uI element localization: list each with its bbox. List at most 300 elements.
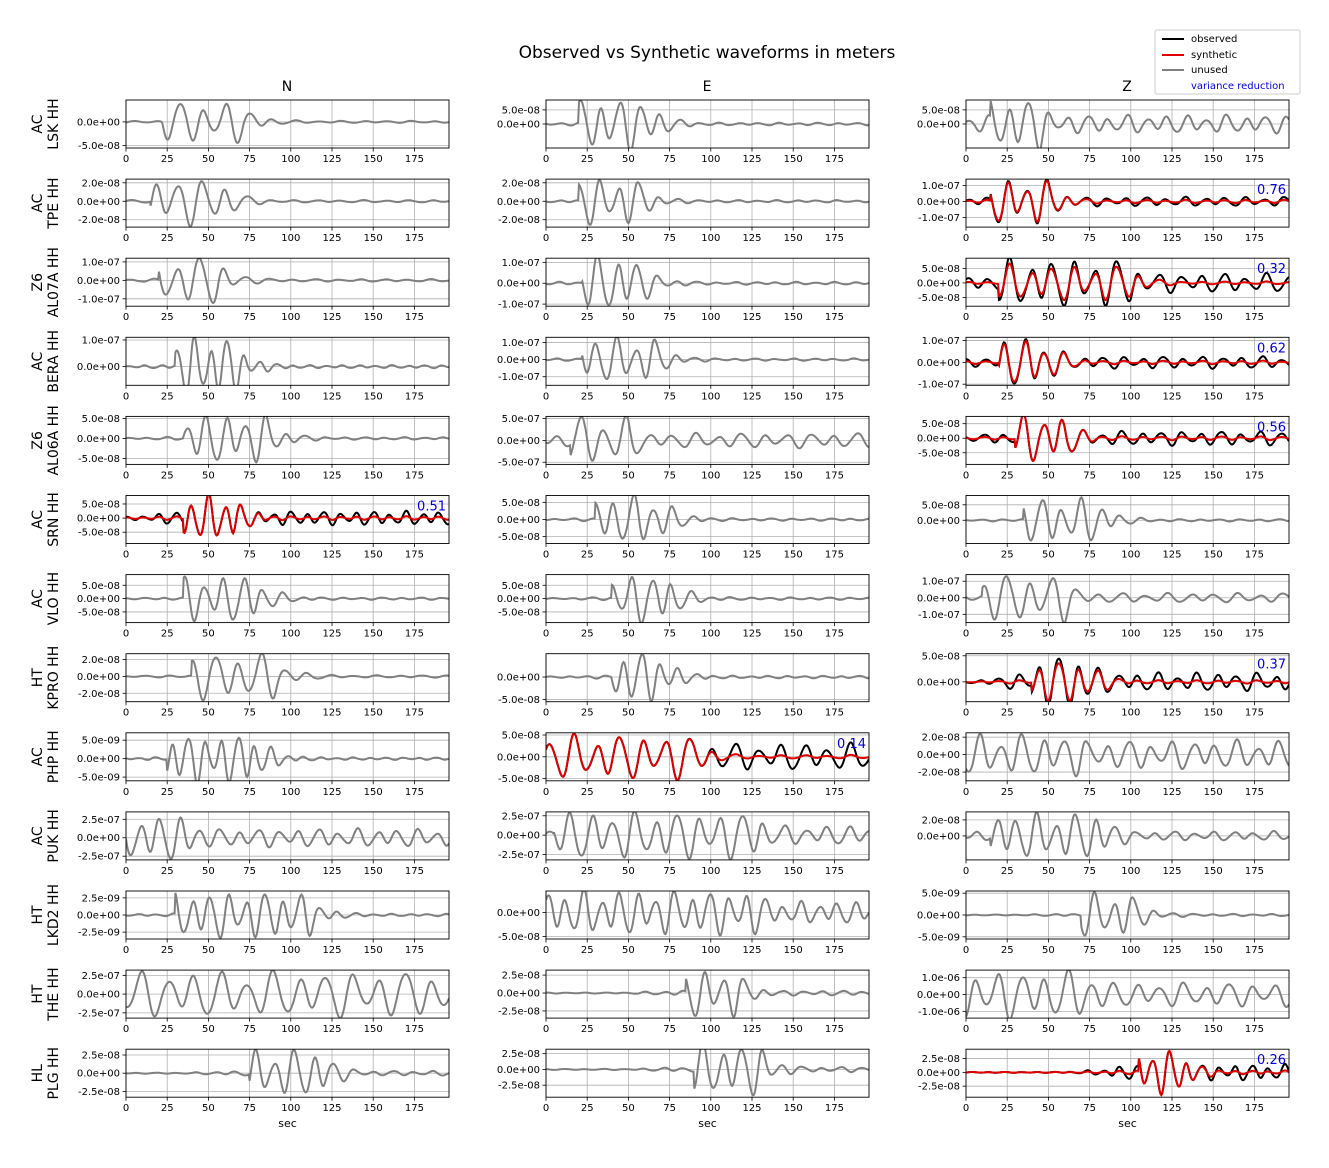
x-tick-label: 125 (1162, 707, 1182, 719)
x-tick-label: 25 (580, 233, 594, 245)
x-tick-label: 175 (404, 549, 424, 561)
y-tick-label: 0.0e+00 (916, 831, 960, 843)
row-label-network: HT (30, 905, 46, 925)
x-tick-label: 125 (742, 154, 762, 165)
x-tick-label: 175 (824, 312, 844, 324)
x-tick-label: 25 (580, 1024, 594, 1036)
x-tick-label: 50 (1042, 628, 1055, 640)
x-tick-label: 150 (783, 1024, 803, 1036)
row-label-network: AC (30, 509, 46, 530)
x-tick-label: 50 (622, 707, 635, 719)
x-tick-label: 0 (542, 391, 550, 403)
x-tick-label: 175 (1244, 1103, 1264, 1115)
x-tick-label: 25 (160, 865, 174, 877)
y-tick-label: -2.5e-08 (498, 1080, 540, 1092)
x-tick-label: 25 (580, 470, 594, 482)
y-tick-label: -1.0e-07 (918, 379, 960, 391)
waveform-panel (77, 812, 449, 877)
x-tick-label: 0 (542, 470, 550, 482)
x-tick-label: 125 (1162, 154, 1182, 165)
x-tick-label: 75 (243, 1103, 256, 1115)
x-tick-label: 50 (1042, 549, 1055, 561)
y-tick-label: 1.0e-06 (921, 973, 960, 985)
x-tick-label: 175 (1244, 786, 1264, 798)
y-tick-label: 0.0e+00 (496, 1064, 540, 1076)
x-tick-label: 0 (542, 945, 550, 956)
x-tick-label: 75 (663, 1024, 676, 1036)
waveform-panel (497, 255, 869, 323)
waveform-panel (77, 575, 449, 640)
y-tick-label: 0.0e+00 (76, 594, 120, 606)
row-label-station: KPRO HH (46, 645, 62, 710)
x-tick-label: 25 (160, 154, 174, 165)
y-tick-label: 2.5e-08 (81, 1050, 120, 1062)
x-tick-label: 125 (742, 1024, 762, 1036)
x-tick-label: 75 (243, 628, 256, 640)
y-tick-label: -2.5e-08 (918, 1081, 960, 1093)
x-tick-label: 175 (824, 786, 844, 798)
row-label-network: AC (30, 351, 46, 371)
x-tick-label: 25 (1000, 549, 1014, 561)
x-tick-label: 75 (243, 945, 256, 956)
x-tick-label: 25 (580, 945, 594, 956)
legend-label-synthetic: synthetic (1191, 50, 1238, 61)
y-tick-label: 0.0e+00 (916, 119, 960, 131)
x-tick-label: 0 (542, 549, 550, 561)
y-tick-label: 5.0e-07 (501, 414, 540, 426)
x-tick-label: 125 (322, 1024, 342, 1036)
x-tick-label: 100 (701, 154, 721, 165)
x-tick-label: 150 (783, 865, 803, 877)
x-tick-label: 75 (1083, 549, 1096, 561)
x-tick-label: 25 (1000, 1024, 1014, 1036)
y-tick-label: 1.0e-07 (501, 257, 540, 269)
y-tick-label: 1.0e-07 (921, 336, 960, 348)
row-label-station: LSK HH (46, 98, 62, 150)
x-tick-label: 25 (1000, 628, 1014, 640)
y-tick-label: -1.0e-07 (498, 299, 540, 311)
x-tick-label: 50 (1042, 233, 1055, 245)
x-tick-label: 50 (622, 628, 635, 640)
x-tick-label: 50 (622, 312, 635, 324)
x-tick-label: 150 (363, 628, 383, 640)
y-tick-label: 0.0e+00 (496, 830, 540, 842)
x-tick-label: 150 (1203, 707, 1223, 719)
x-tick-label: 0 (962, 707, 970, 719)
y-tick-label: 0.0e+00 (496, 908, 540, 920)
y-tick-label: 0.0e+00 (916, 197, 960, 208)
x-tick-label: 100 (1121, 312, 1141, 324)
x-tick-label: 25 (1000, 470, 1014, 482)
x-tick-label: 100 (701, 865, 721, 877)
y-tick-label: 0.0e+00 (76, 275, 120, 287)
x-tick-label: 25 (160, 945, 174, 956)
waveform-panel (77, 414, 449, 482)
x-tick-label: 50 (202, 312, 215, 324)
y-tick-label: 0.0e+00 (76, 754, 120, 766)
y-tick-label: 0.0e+00 (76, 513, 120, 525)
x-tick-label: 25 (580, 391, 594, 403)
x-tick-label: 25 (580, 628, 594, 640)
x-tick-label: 125 (742, 549, 762, 561)
x-tick-label: 175 (404, 945, 424, 956)
x-tick-label: 150 (1203, 1103, 1223, 1115)
x-tick-label: 175 (1244, 865, 1264, 877)
y-tick-label: 1.0e-07 (501, 337, 540, 349)
x-tick-label: 150 (783, 391, 803, 403)
x-tick-label: 75 (1083, 154, 1096, 165)
y-tick-label: 1.0e-07 (81, 257, 120, 269)
x-tick-label: 50 (622, 945, 635, 956)
y-tick-label: 5.0e-08 (501, 105, 540, 117)
x-tick-label: 50 (622, 549, 635, 561)
row-label-station: THE HH (46, 967, 62, 1021)
variance-reduction-label: 0.32 (1257, 262, 1286, 278)
x-tick-label: 75 (1083, 470, 1096, 482)
x-tick-label: 150 (1203, 549, 1223, 561)
x-tick-label: 175 (404, 865, 424, 877)
legend (1155, 30, 1300, 94)
legend-label-variance-reduction: variance reduction (1191, 81, 1285, 92)
x-tick-label: 125 (1162, 865, 1182, 877)
x-tick-label: 175 (1244, 1024, 1264, 1036)
y-tick-label: 2.5e-08 (501, 970, 540, 982)
x-tick-label: 100 (1121, 154, 1141, 165)
y-tick-label: -5.0e-08 (78, 141, 120, 153)
x-tick-label: 100 (701, 391, 721, 403)
x-tick-label: 125 (742, 628, 762, 640)
x-tick-label: 0 (542, 233, 550, 245)
x-tick-label: 100 (281, 945, 301, 956)
variance-reduction-label: 0.56 (1257, 420, 1286, 436)
x-tick-label: 25 (160, 233, 174, 245)
x-tick-label: 0 (122, 549, 130, 561)
x-tick-label: 100 (281, 786, 301, 798)
x-tick-label: 150 (783, 549, 803, 561)
y-tick-label: 0.0e+00 (76, 910, 120, 922)
x-axis-label: sec (1118, 1117, 1137, 1131)
x-tick-label: 100 (701, 1103, 721, 1115)
waveform-panel (77, 733, 449, 798)
y-tick-label: 0.0e+00 (496, 196, 540, 208)
x-tick-label: 175 (1244, 312, 1264, 324)
x-tick-label: 125 (742, 233, 762, 245)
x-tick-label: 50 (622, 154, 635, 165)
x-tick-label: 0 (122, 945, 130, 956)
x-tick-label: 100 (281, 1024, 301, 1036)
x-tick-label: 25 (580, 312, 594, 324)
waveform-panel (77, 970, 449, 1035)
x-tick-label: 75 (243, 549, 256, 561)
x-tick-label: 25 (1000, 1103, 1014, 1115)
x-tick-label: 50 (202, 628, 215, 640)
x-tick-label: 75 (243, 865, 256, 877)
x-tick-label: 100 (1121, 786, 1141, 798)
x-tick-label: 150 (363, 945, 383, 956)
y-tick-label: 0.0e+00 (76, 989, 120, 1001)
x-tick-label: 25 (160, 391, 174, 403)
panel-background (126, 416, 449, 464)
x-tick-label: 75 (243, 391, 256, 403)
x-tick-label: 25 (160, 470, 174, 482)
column-title-e: E (702, 79, 712, 95)
x-tick-label: 50 (622, 786, 635, 798)
x-tick-label: 0 (962, 154, 970, 165)
x-tick-label: 50 (202, 549, 215, 561)
x-tick-label: 50 (1042, 312, 1055, 324)
y-tick-label: 0.0e+00 (916, 1067, 960, 1079)
x-tick-label: 175 (1244, 549, 1264, 561)
x-tick-label: 0 (122, 865, 130, 877)
x-tick-label: 0 (542, 628, 550, 640)
x-tick-label: 25 (1000, 945, 1014, 956)
x-tick-label: 175 (404, 312, 424, 324)
x-tick-label: 50 (202, 391, 215, 403)
x-tick-label: 150 (1203, 945, 1223, 956)
waveform-panel (917, 889, 1289, 956)
x-tick-label: 75 (1083, 233, 1096, 245)
y-tick-label: -2.5e-07 (78, 1008, 120, 1020)
waveform-panel (497, 494, 869, 560)
x-tick-label: 150 (363, 154, 383, 165)
x-tick-label: 150 (783, 786, 803, 798)
x-tick-label: 0 (122, 391, 130, 403)
x-tick-label: 75 (663, 391, 676, 403)
waveform-panel (77, 493, 449, 560)
x-tick-label: 150 (363, 865, 383, 877)
y-tick-label: 0.0e+00 (496, 119, 540, 131)
waveform-panel (917, 651, 1289, 718)
y-tick-label: -5.0e-08 (918, 292, 960, 304)
legend-label-unused: unused (1191, 65, 1228, 76)
x-tick-label: 100 (701, 470, 721, 482)
panel-grid (30, 98, 1289, 1130)
y-tick-label: -2.0e-08 (78, 215, 120, 227)
x-tick-label: 150 (1203, 1024, 1223, 1036)
x-tick-label: 125 (322, 312, 342, 324)
x-tick-label: 125 (322, 628, 342, 640)
x-tick-label: 25 (580, 865, 594, 877)
row-label-network: HT (30, 984, 46, 1004)
x-tick-label: 75 (1083, 945, 1096, 956)
x-tick-label: 50 (1042, 865, 1055, 877)
y-tick-label: 0.0e+00 (496, 278, 540, 290)
x-tick-label: 100 (1121, 1024, 1141, 1036)
x-tick-label: 150 (783, 707, 803, 719)
x-tick-label: 125 (322, 786, 342, 798)
x-tick-label: 100 (281, 470, 301, 482)
waveform-panel (497, 811, 869, 877)
x-tick-label: 75 (1083, 786, 1096, 798)
x-tick-label: 0 (542, 865, 550, 877)
y-tick-label: 0.0e+00 (496, 672, 540, 684)
x-tick-label: 0 (122, 154, 130, 165)
x-tick-label: 50 (202, 786, 215, 798)
x-tick-label: 75 (243, 154, 256, 165)
x-tick-label: 175 (824, 470, 844, 482)
x-tick-label: 100 (1121, 1103, 1141, 1115)
y-tick-label: 2.0e-08 (81, 178, 120, 190)
y-tick-label: 1.0e-07 (921, 576, 960, 588)
x-tick-label: 50 (202, 865, 215, 877)
panel-background (126, 654, 449, 702)
x-tick-label: 50 (202, 470, 215, 482)
y-tick-label: -2.5e-08 (78, 1086, 120, 1098)
x-tick-label: 75 (243, 470, 256, 482)
row-label-network: AC (30, 193, 46, 213)
row-label-network: AC (30, 826, 46, 846)
waveform-panel (77, 178, 449, 244)
waveform-panel (497, 178, 869, 244)
waveform-panel (917, 496, 1289, 561)
x-tick-label: 175 (404, 1103, 424, 1115)
x-axis-label: sec (278, 1117, 297, 1131)
x-tick-label: 100 (701, 628, 721, 640)
legend-label-observed: observed (1191, 34, 1238, 45)
y-tick-label: 5.0e-09 (921, 888, 960, 900)
x-tick-label: 125 (742, 707, 762, 719)
x-tick-label: 125 (322, 470, 342, 482)
x-tick-label: 100 (281, 865, 301, 877)
x-tick-label: 175 (404, 233, 424, 245)
x-tick-label: 25 (160, 312, 174, 324)
x-tick-label: 75 (663, 233, 676, 245)
waveform-panel (917, 414, 1289, 481)
x-tick-label: 125 (1162, 1024, 1182, 1036)
x-tick-label: 175 (404, 391, 424, 403)
waveform-panel (77, 891, 449, 956)
waveform-panel (917, 336, 1289, 402)
x-tick-label: 175 (404, 1024, 424, 1036)
waveform-panel (917, 812, 1289, 877)
x-tick-label: 100 (701, 233, 721, 245)
y-tick-label: -5.0e-08 (498, 774, 540, 786)
x-tick-label: 75 (243, 312, 256, 324)
x-tick-label: 0 (122, 470, 130, 482)
x-tick-label: 0 (962, 470, 970, 482)
x-tick-label: 0 (122, 786, 130, 798)
x-tick-label: 50 (1042, 707, 1055, 719)
x-tick-label: 50 (622, 865, 635, 877)
x-tick-label: 75 (663, 865, 676, 877)
x-tick-label: 150 (783, 945, 803, 956)
y-tick-label: 5.0e-08 (501, 497, 540, 509)
x-tick-label: 50 (202, 1103, 215, 1115)
x-tick-label: 125 (742, 786, 762, 798)
x-tick-label: 100 (281, 628, 301, 640)
y-tick-label: 2.5e-08 (501, 1049, 540, 1061)
y-tick-label: -2.0e-08 (918, 767, 960, 779)
x-tick-label: 25 (580, 549, 594, 561)
x-tick-label: 100 (281, 391, 301, 403)
x-tick-label: 125 (1162, 312, 1182, 324)
row-label-network: AC (30, 747, 46, 767)
waveform-panel (77, 1049, 449, 1114)
y-tick-label: -5.0e-08 (78, 453, 120, 465)
x-tick-label: 0 (542, 154, 550, 165)
x-tick-label: 0 (962, 945, 970, 956)
y-tick-label: -5.0e-08 (498, 932, 540, 944)
x-tick-label: 175 (824, 628, 844, 640)
waveform-panel (497, 100, 869, 165)
variance-reduction-label: 0.14 (837, 736, 866, 752)
x-tick-label: 25 (160, 628, 174, 640)
y-tick-label: 0.0e+00 (916, 910, 960, 922)
waveform-panel (917, 969, 1289, 1035)
x-tick-label: 25 (1000, 707, 1014, 719)
x-tick-label: 175 (1244, 628, 1264, 640)
y-tick-label: 1.0e-07 (81, 335, 120, 347)
x-tick-label: 150 (363, 549, 383, 561)
y-tick-label: -2.0e-08 (78, 688, 120, 700)
x-tick-label: 125 (1162, 470, 1182, 482)
x-tick-label: 0 (962, 1103, 970, 1115)
waveform-panel (77, 257, 449, 323)
x-tick-label: 175 (824, 945, 844, 956)
x-tick-label: 75 (1083, 707, 1096, 719)
x-tick-label: 100 (281, 707, 301, 719)
y-tick-label: 0.0e+00 (76, 671, 120, 683)
x-tick-label: 25 (1000, 233, 1014, 245)
x-tick-label: 50 (1042, 1103, 1055, 1115)
waveform-panel (497, 336, 869, 402)
row-label-station: PLG HH (46, 1046, 62, 1100)
x-tick-label: 175 (404, 470, 424, 482)
x-tick-label: 125 (1162, 233, 1182, 245)
waveform-panel (497, 414, 869, 481)
x-tick-label: 125 (322, 945, 342, 956)
x-tick-label: 175 (1244, 707, 1264, 719)
waveform-panel (917, 257, 1289, 323)
row-label-station: PUK HH (46, 809, 62, 863)
x-tick-label: 150 (1203, 154, 1223, 165)
x-tick-label: 50 (202, 154, 215, 165)
y-tick-label: 2.0e-08 (921, 815, 960, 827)
x-tick-label: 75 (1083, 1103, 1096, 1115)
x-tick-label: 75 (1083, 865, 1096, 877)
waveform-panel (917, 100, 1289, 165)
x-tick-label: 100 (1121, 233, 1141, 245)
y-tick-label: 0.0e+00 (76, 1068, 120, 1080)
x-tick-label: 175 (824, 154, 844, 165)
x-tick-label: 50 (622, 391, 635, 403)
x-tick-label: 25 (580, 786, 594, 798)
x-tick-label: 125 (322, 154, 342, 165)
x-tick-label: 0 (962, 233, 970, 245)
x-tick-label: 100 (1121, 628, 1141, 640)
x-tick-label: 175 (1244, 233, 1264, 245)
x-tick-label: 150 (363, 233, 383, 245)
x-tick-label: 125 (1162, 786, 1182, 798)
x-tick-label: 75 (243, 1024, 256, 1036)
waveform-panel (77, 335, 449, 402)
x-tick-label: 0 (962, 391, 970, 403)
y-tick-label: 5.0e-08 (921, 105, 960, 117)
x-tick-label: 125 (742, 391, 762, 403)
y-tick-label: -5.0e-08 (78, 527, 120, 539)
y-tick-label: -2.0e-08 (498, 215, 540, 227)
x-tick-label: 75 (663, 470, 676, 482)
column-title-n: N (281, 79, 293, 95)
y-tick-label: 2.5e-07 (81, 814, 120, 826)
y-tick-label: 0.0e+00 (76, 117, 120, 129)
x-tick-label: 50 (202, 945, 215, 956)
y-tick-label: 0.0e+00 (916, 357, 960, 369)
y-tick-label: 0.0e+00 (916, 515, 960, 527)
y-tick-label: 5.0e-08 (501, 730, 540, 742)
panel-background (126, 100, 449, 148)
x-tick-label: 50 (622, 1103, 635, 1115)
